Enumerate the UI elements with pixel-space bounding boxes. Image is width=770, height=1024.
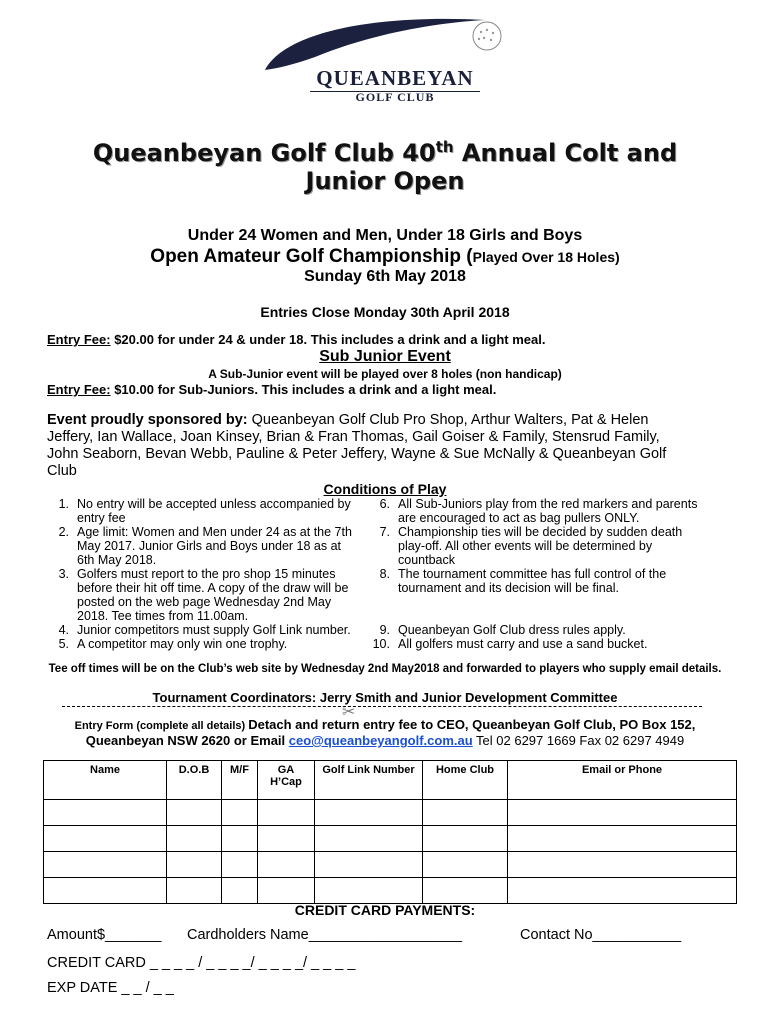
condition-text: Queanbeyan Golf Club dress rules apply. (398, 623, 626, 637)
condition-number: 7. (379, 525, 390, 539)
condition-number: 6. (379, 497, 390, 511)
club-logo (255, 12, 535, 107)
detach-line (62, 706, 702, 707)
table-row (44, 878, 737, 904)
condition-number: 1. (58, 497, 69, 511)
page-title: Queanbeyan Golf Club 40th Annual Colt and (92, 138, 678, 167)
credit-card-heading: CREDIT CARD PAYMENTS: (294, 902, 476, 918)
condition-text: Age limit: Women and Men under 24 as at the 7th May 2017. Junior Girls and Boys under 18 as at 6th May 2018. (77, 525, 352, 567)
cardholder-name-field: Cardholders Name___________________ (187, 927, 462, 943)
event-date: Sunday 6th May 2018 (304, 268, 466, 285)
entry-table (43, 760, 737, 904)
ceo-email-link[interactable]: ceo@queanbeyangolf.com.au (288, 733, 473, 748)
sub-junior-fee: Entry Fee: $10.00 for Sub-Juniors. This includes a drink and a light meal. (47, 382, 497, 397)
logo-subname: GOLF CLUB (355, 90, 435, 104)
contact-no-field: Contact No___________ (520, 927, 682, 943)
condition-text: A competitor may only win one trophy. (77, 637, 288, 651)
conditions-left (45, 497, 385, 682)
entry-form-line1: Entry Form (complete all details) Detach and return entry fee to CEO, Queanbeyan Golf Club, PO Box 152, (74, 717, 696, 732)
scissors-icon: ✂ (342, 704, 356, 721)
condition-number: 9. (379, 623, 390, 637)
conditions-heading: Conditions of Play (323, 481, 447, 497)
championship-line: Open Amateur Golf Championship (Played Over 18 Holes) (150, 246, 620, 267)
condition-number: 2. (58, 525, 69, 539)
condition-text: All golfers must carry and use a sand bucket. (398, 637, 648, 651)
condition-text: Golfers must report to the pro shop 15 minutes before their hit off time. A copy of the draw will be posted on the web page Wednesday 2nd May 2018. Tee times from 11.00am. (77, 567, 349, 623)
expiry-date-field: EXP DATE _ _ / _ _ (47, 980, 174, 996)
logo-name: QUEANBEYAN (316, 66, 474, 90)
condition-text: Junior competitors must supply Golf Link number. (77, 623, 351, 637)
sub-junior-heading: Sub Junior Event (319, 348, 451, 365)
entry-fee: Entry Fee: $20.00 for under 24 & under 18. This includes a drink and a light meal. (47, 332, 546, 347)
condition-number: 4. (58, 623, 69, 637)
tee-off-note: Tee off times will be on the Club’s web site by Wednesday 2nd May2018 and forwarded to players who supply email details. (48, 663, 722, 675)
condition-text: All Sub-Juniors play from the red markers and parents are encouraged to act as bag pullers ONLY. (398, 497, 698, 525)
col-mf: M/F (222, 761, 258, 800)
table-row (44, 852, 737, 878)
table-row (44, 800, 737, 826)
entry-form-line2: Queanbeyan NSW 2620 or Email ceo@queanbeyangolf.com.au Tel 02 6297 1669 Fax 02 6297 4949 (85, 733, 685, 748)
col-dob: D.O.B (167, 761, 222, 800)
page-title-line2: Junior Open (305, 167, 465, 195)
sub-junior-note: A Sub-Junior event will be played over 8 holes (non handicap) (208, 367, 562, 381)
col-handicap: GA H’Cap (258, 761, 315, 800)
entries-close: Entries Close Monday 30th April 2018 (260, 304, 510, 320)
condition-number: 5. (58, 637, 69, 651)
condition-text: Championship ties will be decided by sudden death play-off. All other events will be determined by countback (398, 525, 683, 567)
eligibility-line: Under 24 Women and Men, Under 18 Girls and Boys (187, 227, 583, 244)
table-row (44, 826, 737, 852)
condition-number: 10. (372, 637, 390, 651)
golf-ball-swoosh-logo (255, 12, 535, 72)
col-email-phone: Email or Phone (508, 761, 737, 800)
sponsors: Event proudly sponsored by: Queanbeyan Golf Club Pro Shop, Arthur Walters, Pat & Helen Jeffery, Ian Wallace, Joan Kinsey, Brian & Fran Thomas, Gail Goiser & Family, Stensrud Family, John Seaborn, Bevan Webb, Pauline & Peter Jeffery, Wayne & Sue McNally & Queanbeyan Golf Club (47, 412, 667, 479)
amount-field: Amount$_______ (47, 927, 162, 943)
col-name: Name (44, 761, 167, 800)
col-golf-link: Golf Link Number (315, 761, 423, 800)
col-home-club: Home Club (423, 761, 508, 800)
conditions-right (366, 497, 746, 682)
coordinators: Tournament Coordinators: Jerry Smith and Junior Development Committee (152, 690, 618, 705)
condition-number: 8. (379, 567, 390, 581)
condition-text: No entry will be accepted unless accompanied by entry fee (77, 497, 351, 525)
condition-number: 3. (58, 567, 69, 581)
condition-text: The tournament committee has full control of the tournament and its decision will be final. (398, 567, 667, 595)
credit-card-number-field: CREDIT CARD _ _ _ _ / _ _ _ _/ _ _ _ _/ _ _ _ _ (47, 955, 356, 971)
